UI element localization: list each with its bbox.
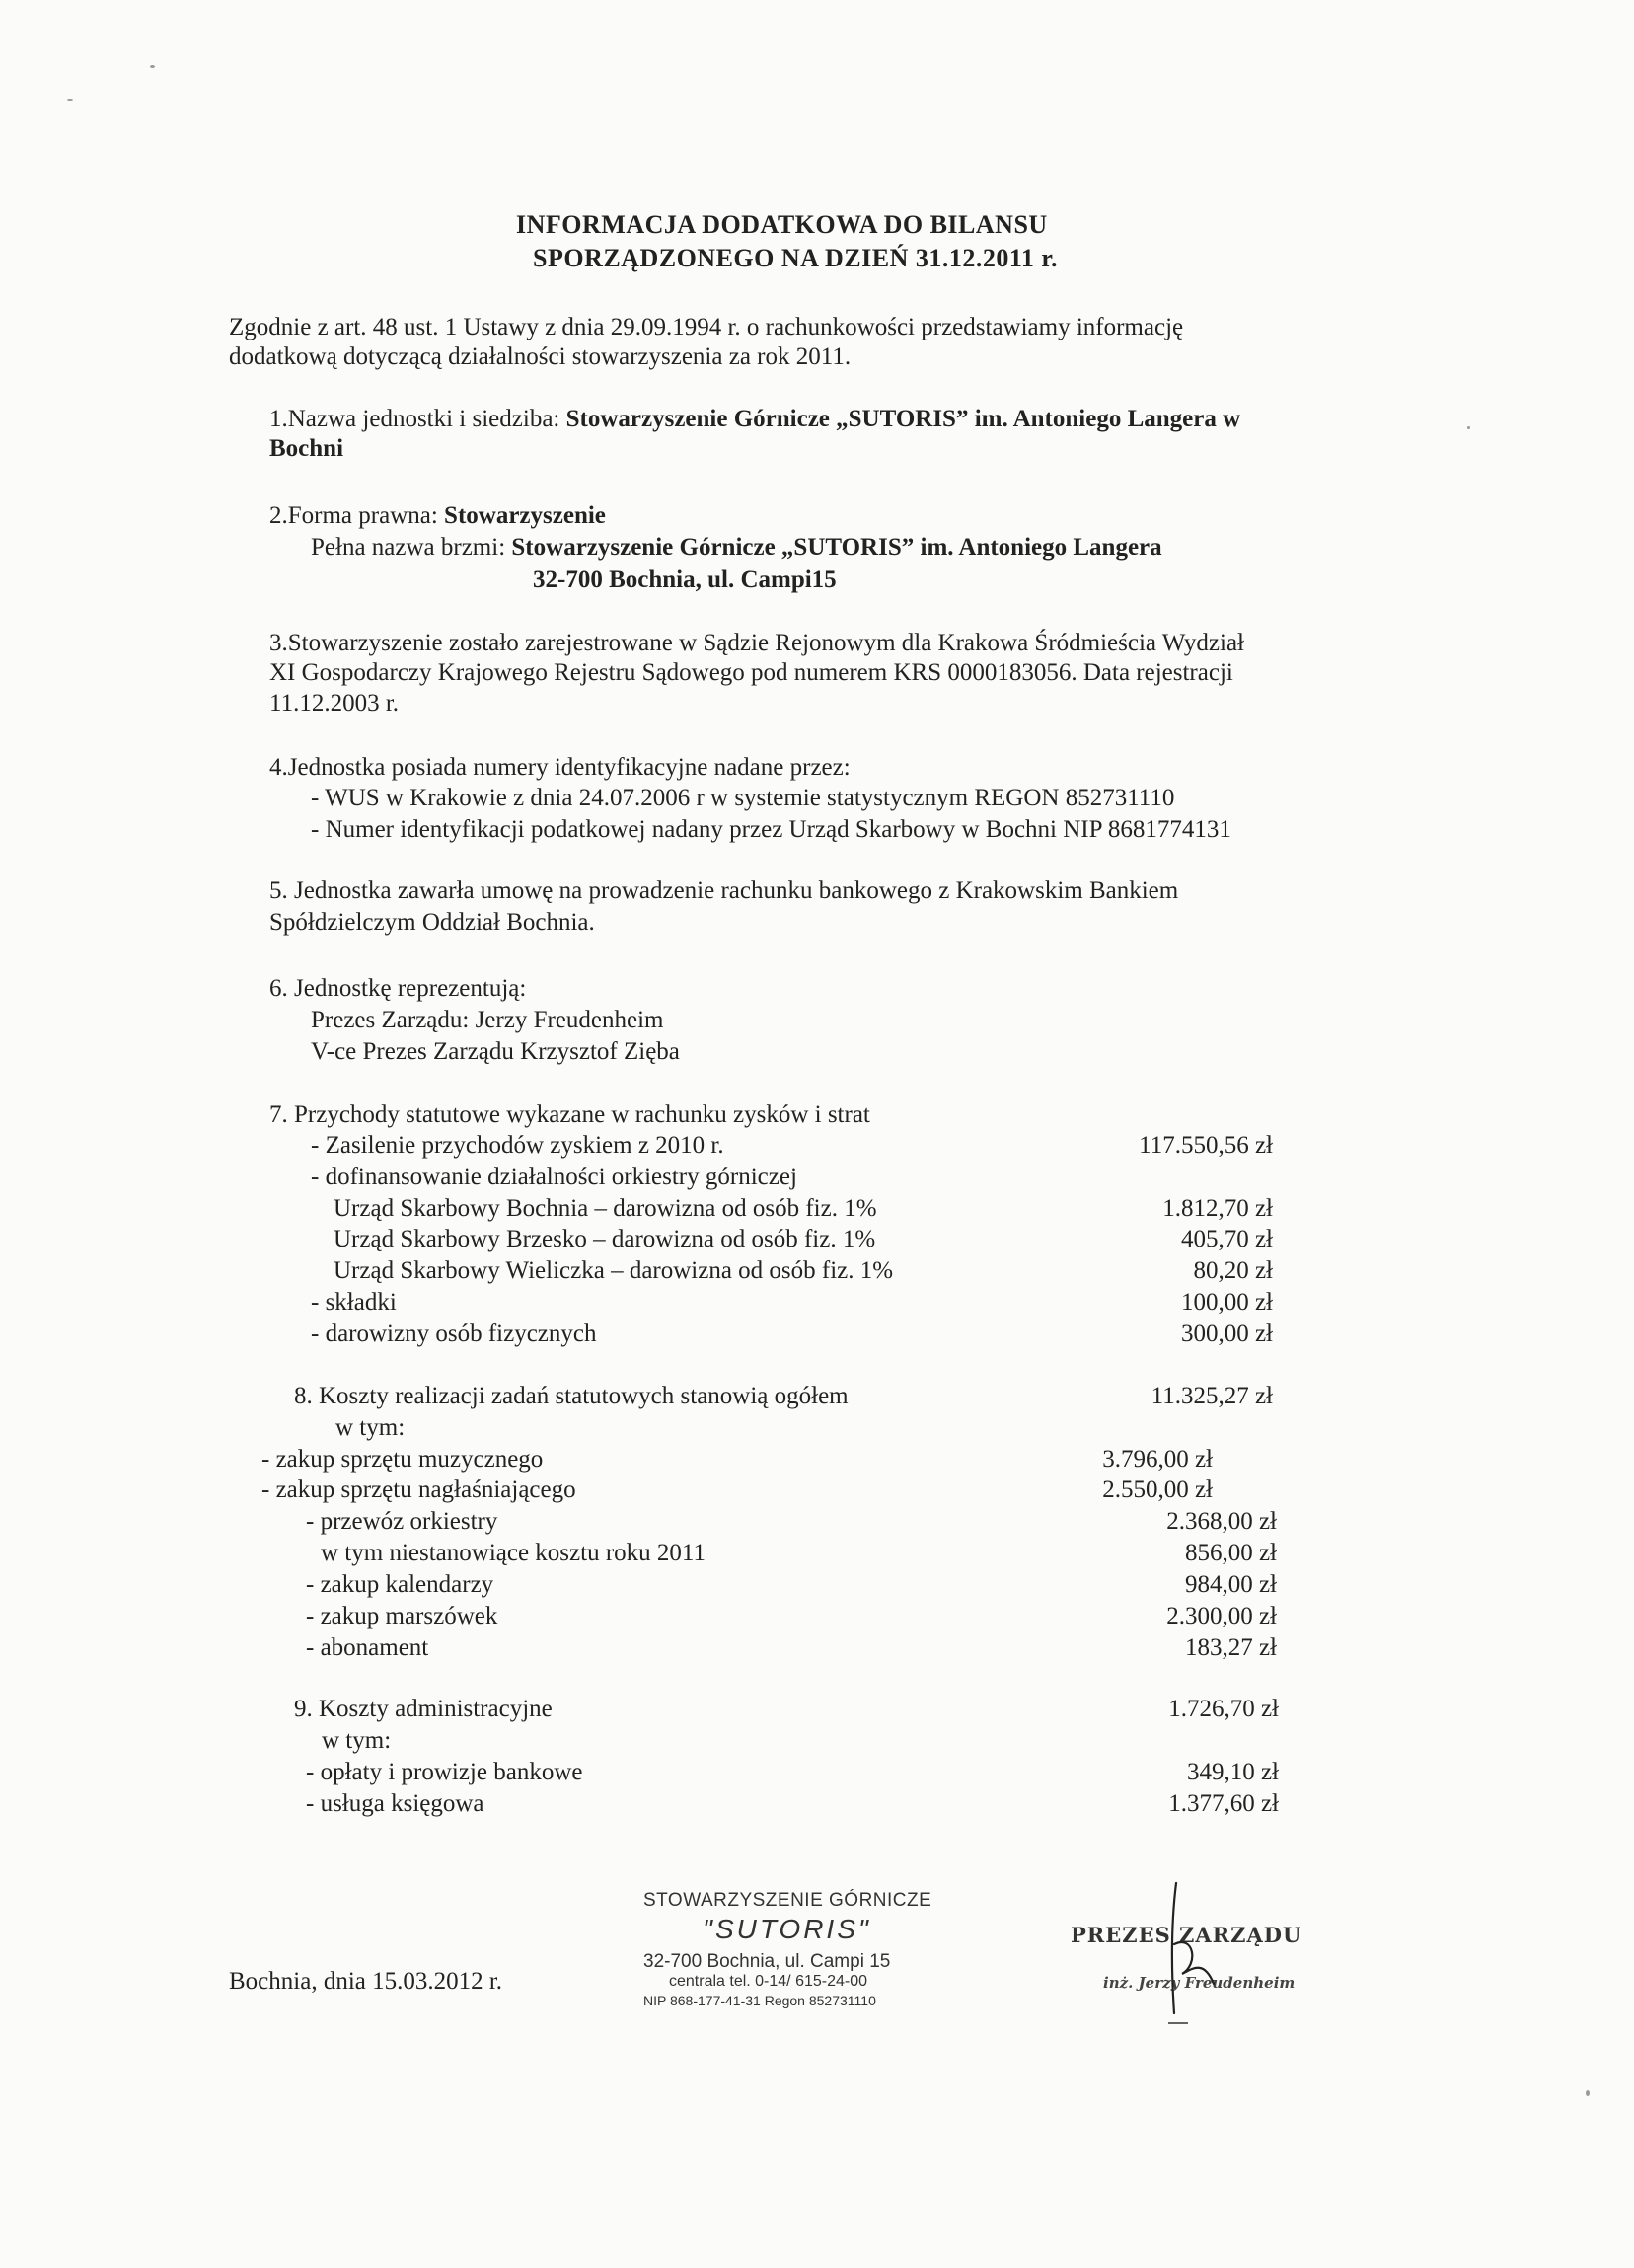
president-stamp-title: PREZES ZARZĄDU bbox=[1071, 1923, 1302, 1947]
stamp-line4: centrala tel. 0-14/ 615-24-00 bbox=[669, 1973, 868, 1990]
scan-speck bbox=[67, 99, 73, 101]
section3-line3: 11.12.2003 r. bbox=[269, 690, 400, 717]
section6-line2: Prezes Zarządu: Jerzy Freudenheim bbox=[311, 1007, 664, 1033]
section7-row-label: - składki bbox=[311, 1289, 397, 1316]
section4-line2: - WUS w Krakowie z dnia 24.07.2006 r w systemie statystycznym REGON 852731110 bbox=[311, 785, 1175, 811]
section8-row-amount: 3.796,00 zł bbox=[1102, 1446, 1213, 1473]
section9-row-label: - usługa księgowa bbox=[306, 1790, 484, 1817]
section9-wtym: w tym: bbox=[322, 1727, 392, 1754]
section8-wtym: w tym: bbox=[335, 1414, 406, 1441]
section7-row-amount: 100,00 zł bbox=[1180, 1289, 1273, 1316]
section2-full-label: Pełna nazwa brzmi: bbox=[311, 534, 512, 561]
section7-row-label: - darowizny osób fizycznych bbox=[311, 1321, 597, 1347]
section8-heading: 8. Koszty realizacji zadań statutowych stanowią ogółem bbox=[294, 1383, 849, 1409]
section7-row-label: - dofinansowanie działalności orkiestry górniczej bbox=[311, 1164, 797, 1190]
section2-full-name: Stowarzyszenie Górnicze „SUTORIS” im. Antoniego Langera bbox=[511, 534, 1162, 561]
section7-heading: 7. Przychody statutowe wykazane w rachunku zysków i strat bbox=[269, 1101, 870, 1128]
section9-heading: 9. Koszty administracyjne bbox=[294, 1696, 553, 1722]
section9-row-label: - opłaty i prowizje bankowe bbox=[306, 1759, 583, 1785]
section2-line1 bbox=[269, 501, 606, 531]
section8-row-label: - zakup sprzętu muzycznego bbox=[261, 1446, 544, 1473]
intro-line2: dodatkową dotyczącą działalności stowarzyszenia za rok 2011. bbox=[229, 343, 852, 370]
section9-row-amount: 349,10 zł bbox=[1186, 1759, 1279, 1785]
section4-line1: 4.Jednostka posiada numery identyfikacyjne nadane przez: bbox=[269, 754, 851, 781]
section7-row-label: - Zasilenie przychodów zyskiem z 2010 r. bbox=[311, 1132, 724, 1159]
section6-line1: 6. Jednostkę reprezentują: bbox=[269, 975, 527, 1002]
section2-label: 2.Forma prawna: bbox=[269, 502, 445, 529]
section9-total: 1.726,70 zł bbox=[1168, 1696, 1279, 1722]
section2-form: Stowarzyszenie bbox=[444, 502, 606, 529]
section8-row-label: - przewóz orkiestry bbox=[306, 1508, 498, 1535]
section8-row-label: w tym niestanowiące kosztu roku 2011 bbox=[321, 1540, 706, 1566]
section2-line2 bbox=[311, 533, 1162, 563]
section8-row-label: - zakup marszówek bbox=[306, 1603, 498, 1629]
section7-row-amount: 1.812,70 zł bbox=[1162, 1195, 1273, 1222]
section6-line3: V-ce Prezes Zarządu Krzysztof Zięba bbox=[311, 1038, 680, 1065]
section7-row-label: Urząd Skarbowy Wieliczka – darowizna od osób fiz. 1% bbox=[334, 1257, 894, 1284]
section8-row-amount: 183,27 zł bbox=[1184, 1634, 1277, 1661]
stamp-line1: STOWARZYSZENIE GÓRNICZE bbox=[643, 1890, 932, 1911]
section3-line1: 3.Stowarzyszenie zostało zarejestrowane w Sądzie Rejonowym dla Krakowa Śródmieścia Wydział bbox=[269, 630, 1244, 656]
section7-row-amount: 405,70 zł bbox=[1180, 1226, 1273, 1252]
section8-row-label: - zakup kalendarzy bbox=[306, 1571, 494, 1598]
section8-row-amount: 856,00 zł bbox=[1184, 1540, 1277, 1566]
scan-speck bbox=[150, 65, 155, 68]
scan-speck bbox=[1467, 426, 1470, 429]
scan-speck bbox=[1586, 2090, 1590, 2096]
section8-row-amount: 984,00 zł bbox=[1184, 1571, 1277, 1598]
stamp-line3: 32-700 Bochnia, ul. Campi 15 bbox=[643, 1951, 891, 1972]
section7-row-amount: 300,00 zł bbox=[1180, 1321, 1273, 1347]
document-title-line1: INFORMACJA DODATKOWA DO BILANSU bbox=[516, 210, 1048, 239]
section5-line1: 5. Jednostka zawarła umowę na prowadzenie rachunku bankowego z Krakowskim Bankiem bbox=[269, 877, 1179, 904]
section8-row-amount: 2.368,00 zł bbox=[1166, 1508, 1277, 1535]
section3-line2: XI Gospodarczy Krajowego Rejestru Sądowego pod numerem KRS 0000183056. Data rejestracji bbox=[269, 659, 1233, 686]
section8-total: 11.325,27 zł bbox=[1151, 1383, 1273, 1409]
president-stamp bbox=[1066, 1875, 1322, 2033]
document-title-line2: SPORZĄDZONEGO NA DZIEŃ 31.12.2011 r. bbox=[533, 244, 1059, 272]
section4-line3: - Numer identyfikacji podatkowej nadany przez Urząd Skarbowy w Bochni NIP 8681774131 bbox=[311, 816, 1231, 843]
section8-row-label: - zakup sprzętu nagłaśniającego bbox=[261, 1476, 576, 1503]
section2-address: 32-700 Bochnia, ul. Campi15 bbox=[533, 567, 837, 593]
section7-row-amount: 80,20 zł bbox=[1193, 1257, 1273, 1284]
intro-line1: Zgodnie z art. 48 ust. 1 Ustawy z dnia 29.09.1994 r. o rachunkowości przedstawiamy informację bbox=[229, 314, 1184, 340]
section8-row-label: - abonament bbox=[306, 1634, 429, 1661]
section8-row-amount: 2.550,00 zł bbox=[1102, 1476, 1213, 1503]
section1-line2: Bochni bbox=[269, 435, 344, 462]
section1-line1 bbox=[269, 405, 1240, 434]
organization-stamp bbox=[631, 1890, 957, 2028]
section8-row-amount: 2.300,00 zł bbox=[1166, 1603, 1277, 1629]
stamp-line2: "SUTORIS" bbox=[703, 1914, 871, 1944]
section7-row-label: Urząd Skarbowy Bochnia – darowizna od osób fiz. 1% bbox=[334, 1195, 877, 1222]
president-stamp-name: inż. Jerzy Freudenheim bbox=[1103, 1974, 1296, 1992]
section9-row-amount: 1.377,60 zł bbox=[1168, 1790, 1279, 1817]
section7-row-label: Urząd Skarbowy Brzesko – darowizna od osób fiz. 1% bbox=[334, 1226, 876, 1252]
stamp-line5: NIP 868-177-41-31 Regon 852731110 bbox=[643, 1993, 876, 2008]
section5-line2: Spółdzielczym Oddział Bochnia. bbox=[269, 909, 595, 936]
place-date: Bochnia, dnia 15.03.2012 r. bbox=[229, 1968, 503, 1995]
section1-label: 1.Nazwa jednostki i siedziba: bbox=[269, 406, 566, 432]
handwritten-signature bbox=[1066, 1875, 1322, 2033]
section7-row-amount: 117.550,56 zł bbox=[1139, 1132, 1273, 1159]
section1-name: Stowarzyszenie Górnicze „SUTORIS” im. Antoniego Langera w bbox=[565, 406, 1241, 432]
